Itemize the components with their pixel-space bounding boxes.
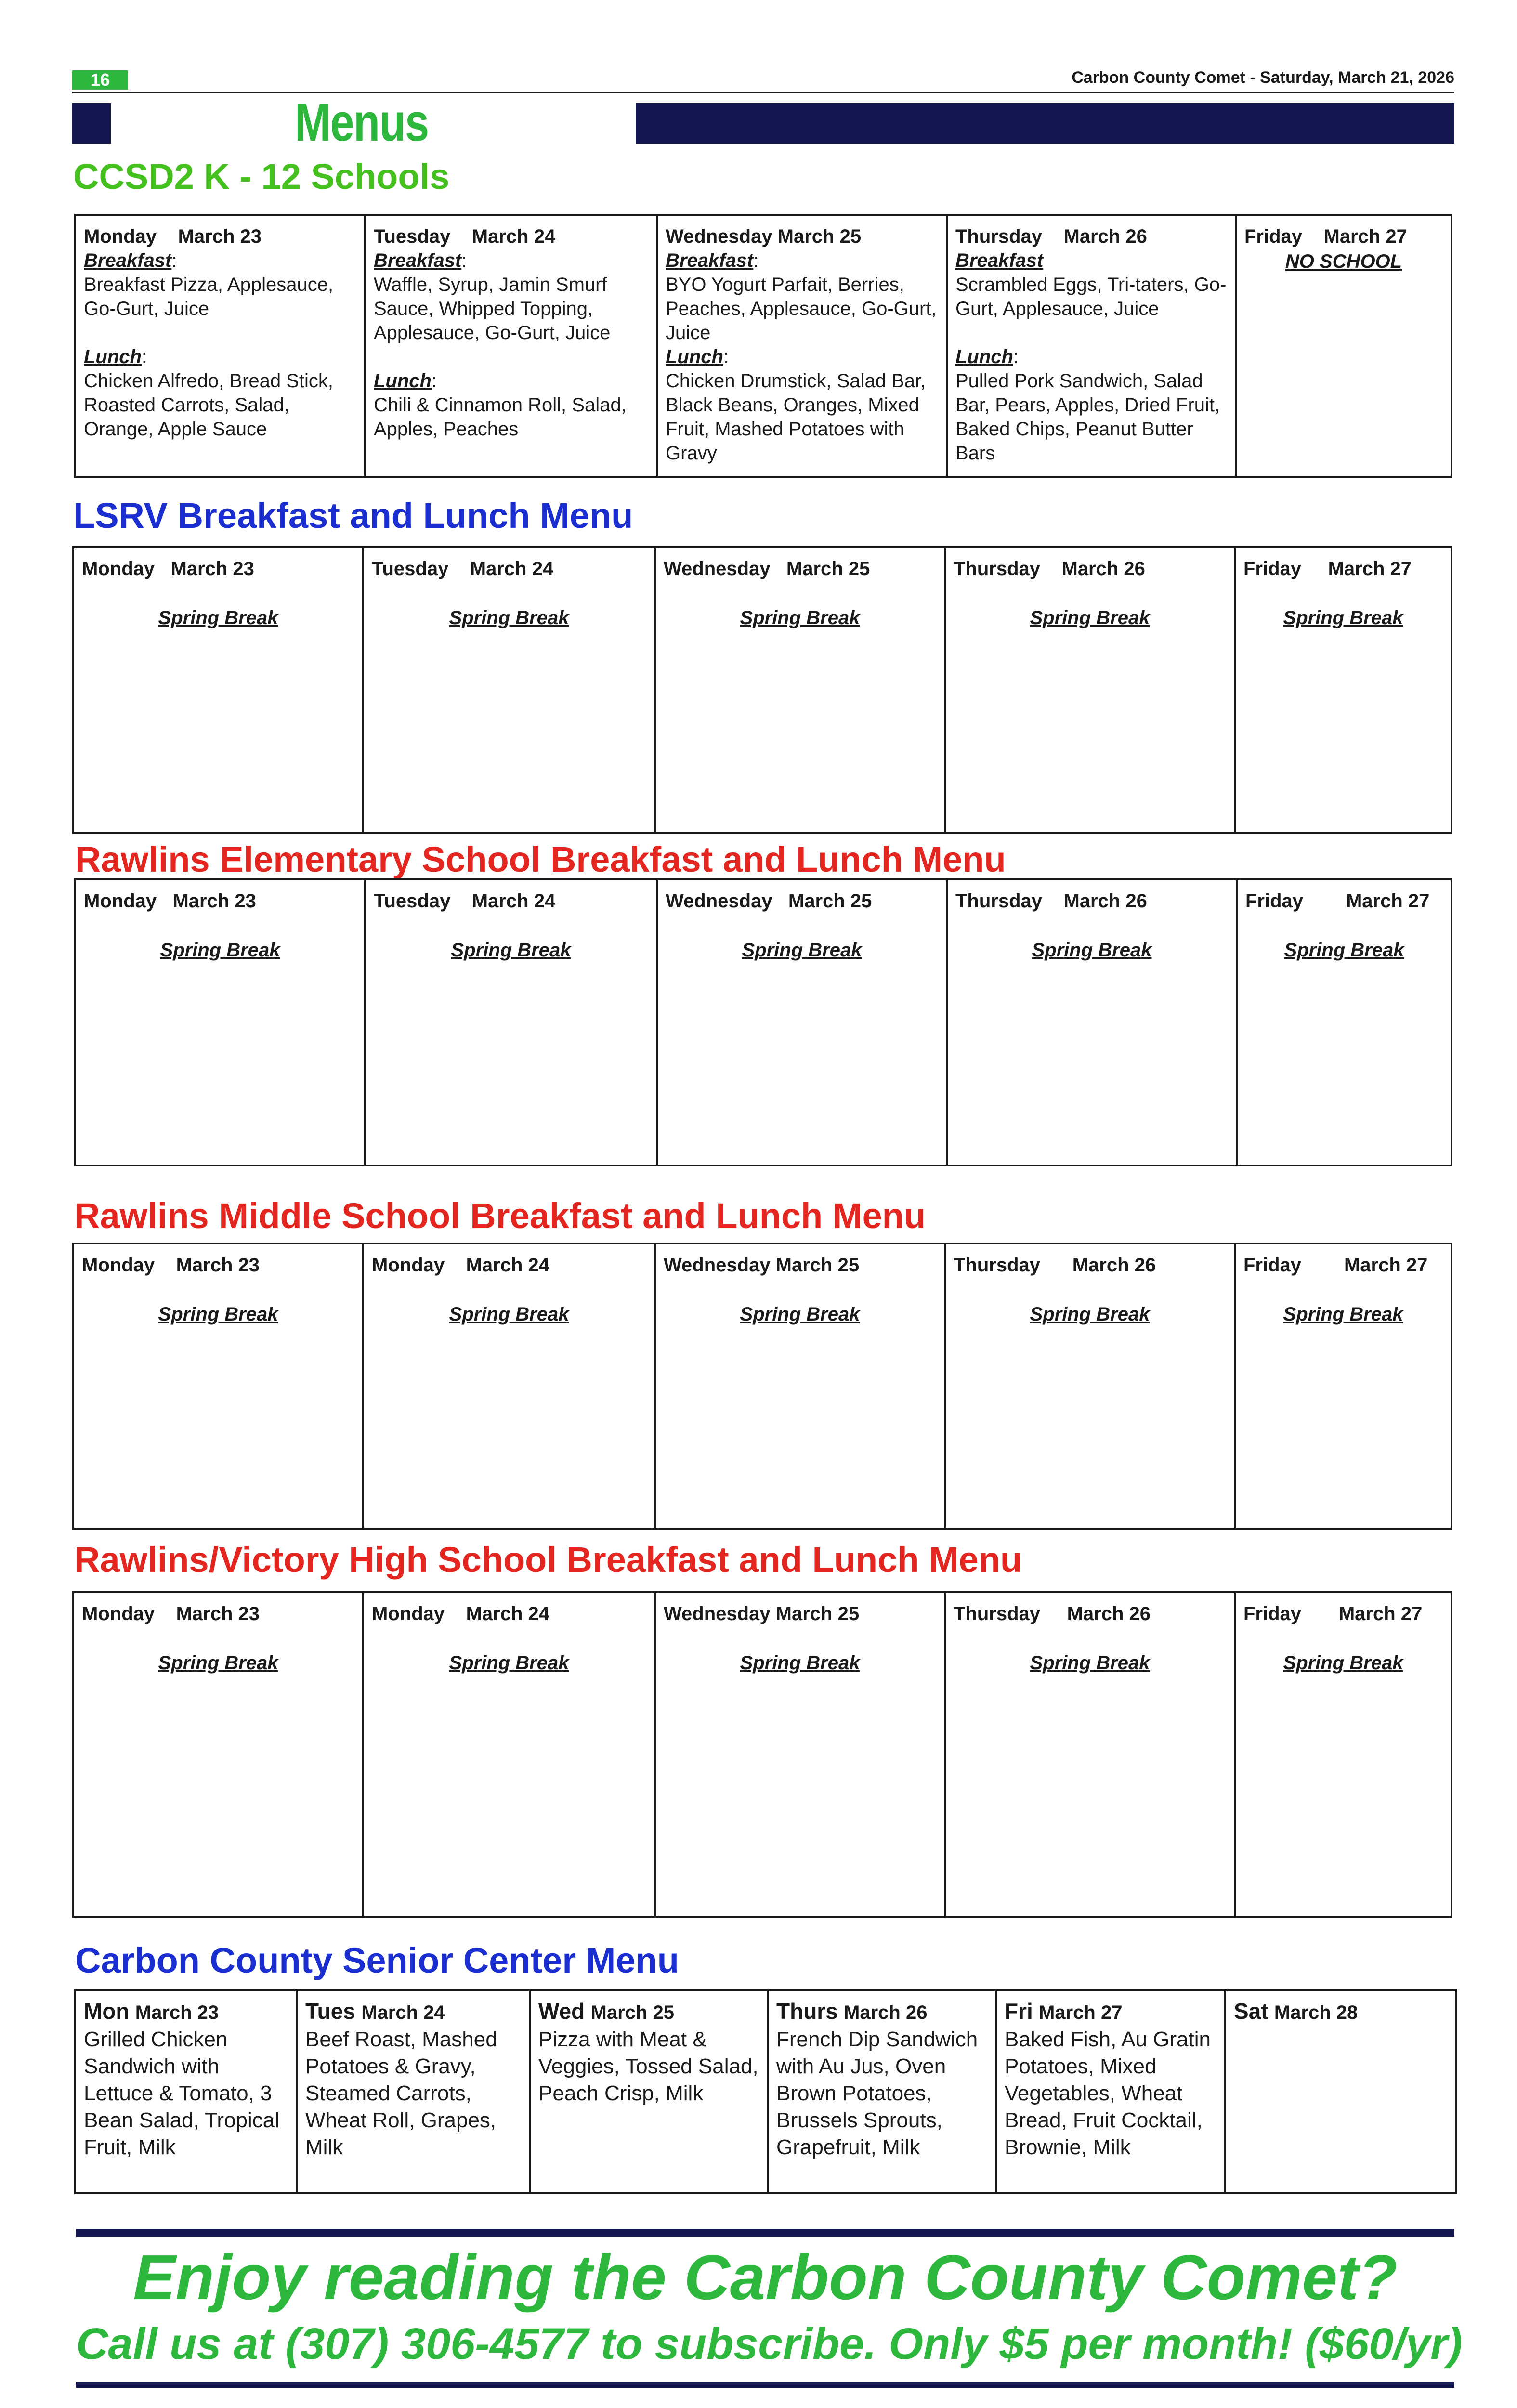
header-navy-bar: [636, 103, 1454, 144]
day-cell-wednesday: [655, 1592, 945, 1917]
spring-break-note: Spring Break: [740, 1304, 860, 1325]
day-cell-wed: [530, 1990, 768, 2193]
day-name: Thurs: [776, 1999, 838, 2024]
day-heading: Monday March 24: [372, 1255, 549, 1276]
lunch-label-text: Lunch: [666, 346, 723, 367]
lunch-label: Lunch:: [955, 346, 1019, 367]
senior-center-menu-table: [74, 1989, 1457, 2194]
day-cell-mon: [75, 1990, 297, 2193]
promo-top-rule: [76, 2229, 1454, 2237]
day-cell-wednesday: [657, 215, 947, 477]
day-heading: Thursday March 26: [955, 890, 1147, 912]
day-heading: Thursday March 26: [954, 558, 1145, 579]
day-heading: Wednesday March 25: [664, 558, 870, 579]
day-heading: Friday March 27: [1244, 226, 1407, 247]
spacer: [84, 321, 356, 345]
day-cell-monday: [73, 547, 363, 833]
day-heading: Monday March 24: [372, 1603, 549, 1624]
spring-break-note: Spring Break: [451, 940, 571, 961]
day-heading: Friday March 27: [1245, 890, 1430, 912]
page-number: 16: [72, 70, 128, 90]
day-heading: Friday March 27: [1243, 1255, 1428, 1276]
day-cell-friday: [1235, 1592, 1452, 1917]
rawlins-elementary-menu-table: [74, 878, 1452, 1166]
day-cell-monday-24: [363, 1243, 655, 1529]
day-heading: Wednesday March 25: [666, 226, 862, 247]
table-row: [73, 1243, 1452, 1529]
rawlins-victory-high-title: Rawlins/Victory High School Breakfast and Lunch Menu: [74, 1540, 1022, 1580]
day-cell-wednesday: [655, 1243, 945, 1529]
day-cell-friday: [1236, 215, 1452, 477]
rawlins-victory-high-menu-table: [72, 1591, 1452, 1918]
spring-break-note: Spring Break: [449, 1652, 569, 1674]
day-heading: Tuesday March 24: [372, 558, 554, 579]
table-row: [73, 547, 1452, 833]
day-date: March 23: [135, 2002, 219, 2023]
lunch-label: Lunch:: [84, 346, 147, 367]
header-rule: [72, 92, 1454, 93]
spring-break-note: Spring Break: [160, 940, 280, 961]
spring-break-note: Spring Break: [1283, 1304, 1403, 1325]
day-heading: Wednesday March 25: [666, 890, 872, 912]
day-heading: Monday March 23: [82, 1255, 260, 1276]
day-date: March 27: [1039, 2002, 1123, 2023]
breakfast-label-text: Breakfast: [374, 250, 462, 271]
day-heading: Monday March 23: [82, 1603, 260, 1624]
table-row: [75, 215, 1452, 477]
spring-break-note: Spring Break: [740, 607, 860, 628]
table-row: [75, 879, 1452, 1165]
day-heading: Wednesday March 25: [664, 1255, 860, 1276]
breakfast-label: Breakfast:: [374, 250, 467, 271]
no-school-note: NO SCHOOL: [1285, 251, 1402, 272]
paper-date-line: Carbon County Comet - Saturday, March 21, 2026: [1072, 68, 1454, 87]
promo-bottom-rule: [76, 2382, 1454, 2388]
lunch-label-text: Lunch: [84, 346, 142, 367]
table-row: [73, 1592, 1452, 1917]
breakfast-items: BYO Yogurt Parfait, Berries, Peaches, Applesauce, Go-Gurt, Juice: [666, 274, 937, 343]
day-cell-thurs: [768, 1990, 996, 2193]
ccsd2-title: CCSD2 K - 12 Schools: [73, 157, 450, 196]
day-date: March 25: [590, 2002, 674, 2023]
day-cell-thursday: [945, 547, 1235, 833]
breakfast-label: Breakfast:: [666, 250, 759, 271]
day-cell-wednesday: [657, 879, 947, 1165]
day-cell-thursday: [947, 215, 1236, 477]
day-cell-fri: [996, 1990, 1225, 2193]
day-cell-thursday: [947, 879, 1237, 1165]
breakfast-items: Waffle, Syrup, Jamin Smurf Sauce, Whipped Topping, Applesauce, Go-Gurt, Juice: [374, 274, 611, 343]
day-cell-friday: [1235, 547, 1452, 833]
spring-break-note: Spring Break: [449, 1304, 569, 1325]
day-date: March 24: [361, 2002, 445, 2023]
day-cell-monday: [73, 1592, 363, 1917]
spring-break-note: Spring Break: [742, 940, 862, 961]
day-cell-friday: [1235, 1243, 1452, 1529]
day-heading: Friday March 27: [1243, 558, 1412, 579]
day-heading: Monday March 23: [82, 558, 254, 579]
lunch-label-text: Lunch: [374, 370, 432, 392]
day-heading: Thursday March 26: [954, 1603, 1151, 1624]
menu-items: Baked Fish, Au Gratin Potatoes, Mixed Vegetables, Wheat Bread, Fruit Cocktail, Brownie, Milk: [1005, 2028, 1211, 2159]
menu-items: Beef Roast, Mashed Potatoes & Gravy, Steamed Carrots, Wheat Roll, Grapes, Milk: [305, 2028, 497, 2159]
day-date: March 26: [844, 2002, 928, 2023]
day-name: Tues: [305, 1999, 355, 2024]
day-name: Fri: [1005, 1999, 1033, 2024]
day-name: Mon: [84, 1999, 130, 2024]
day-cell-tuesday: [365, 215, 657, 477]
lunch-label-text: Lunch: [955, 346, 1013, 367]
day-cell-tuesday: [363, 547, 655, 833]
day-cell-monday: [75, 879, 365, 1165]
day-name: Sat: [1234, 1999, 1269, 2024]
day-heading: Thursday March 26: [955, 226, 1147, 247]
day-cell-wednesday: [655, 547, 945, 833]
breakfast-label: Breakfast: [955, 250, 1044, 271]
day-cell-monday: [73, 1243, 363, 1529]
rawlins-middle-menu-table: [72, 1243, 1452, 1530]
spring-break-note: Spring Break: [158, 607, 278, 628]
day-heading: Friday March 27: [1243, 1603, 1423, 1624]
lunch-items: Chicken Alfredo, Bread Stick, Roasted Carrots, Salad, Orange, Apple Sauce: [84, 370, 334, 440]
day-heading: Monday March 23: [84, 226, 262, 247]
day-heading: Monday March 23: [84, 890, 256, 912]
spring-break-note: Spring Break: [449, 607, 569, 628]
spring-break-note: Spring Break: [740, 1652, 860, 1674]
lunch-items: Chili & Cinnamon Roll, Salad, Apples, Peaches: [374, 394, 627, 440]
day-heading: Wednesday March 25: [664, 1603, 860, 1624]
header-navy-block: [72, 103, 111, 144]
spacer: [955, 321, 1227, 345]
menu-items: Grilled Chicken Sandwich with Lettuce & Tomato, 3 Bean Salad, Tropical Fruit, Milk: [84, 2028, 280, 2159]
day-cell-monday-24: [363, 1592, 655, 1917]
spring-break-note: Spring Break: [1284, 940, 1404, 961]
breakfast-label-text: Breakfast: [666, 250, 754, 271]
spacer: [374, 345, 648, 369]
rawlins-middle-title: Rawlins Middle School Breakfast and Lunch Menu: [74, 1196, 926, 1236]
rawlins-elementary-title: Rawlins Elementary School Breakfast and Lunch Menu: [75, 839, 1006, 879]
lsrv-title: LSRV Breakfast and Lunch Menu: [73, 496, 633, 536]
menu-items: Pizza with Meat & Veggies, Tossed Salad, Peach Crisp, Milk: [538, 2028, 758, 2105]
menu-items: French Dip Sandwich with Au Jus, Oven Brown Potatoes, Brussels Sprouts, Grapefruit, Milk: [776, 2028, 978, 2159]
day-heading: Thursday March 26: [954, 1255, 1156, 1276]
lunch-items: Chicken Drumstick, Salad Bar, Black Beans, Oranges, Mixed Fruit, Mashed Potatoes with Gravy: [666, 370, 926, 464]
day-heading: Tuesday March 24: [374, 890, 556, 912]
promo-headline: Enjoy reading the Carbon County Comet?: [133, 2242, 1398, 2313]
spring-break-note: Spring Break: [1283, 1652, 1403, 1674]
spring-break-note: Spring Break: [158, 1652, 278, 1674]
breakfast-label: Breakfast:: [84, 250, 177, 271]
spring-break-note: Spring Break: [1032, 940, 1152, 961]
spring-break-note: Spring Break: [1283, 607, 1403, 628]
lunch-label: Lunch:: [666, 346, 729, 367]
day-cell-sat: [1225, 1990, 1456, 2193]
breakfast-label-text: Breakfast: [84, 250, 172, 271]
spring-break-note: Spring Break: [1030, 1652, 1150, 1674]
day-date: March 28: [1274, 2002, 1358, 2023]
lunch-label: Lunch:: [374, 370, 437, 392]
spring-break-note: Spring Break: [1030, 607, 1150, 628]
day-cell-friday: [1237, 879, 1452, 1165]
breakfast-items: Breakfast Pizza, Applesauce, Go-Gurt, Juice: [84, 274, 334, 319]
spring-break-note: Spring Break: [1030, 1304, 1150, 1325]
day-name: Wed: [538, 1999, 585, 2024]
breakfast-items: Scrambled Eggs, Tri-taters, Go-Gurt, Applesauce, Juice: [955, 274, 1227, 319]
table-row: [75, 1990, 1456, 2193]
spring-break-note: Spring Break: [158, 1304, 278, 1325]
senior-center-title: Carbon County Senior Center Menu: [75, 1940, 679, 1980]
lsrv-menu-table: [72, 546, 1452, 834]
promo-subline: Call us at (307) 306-4577 to subscribe. Only $5 per month! ($60/yr): [76, 2319, 1463, 2369]
day-cell-monday: [75, 215, 365, 477]
day-cell-tues: [297, 1990, 530, 2193]
day-cell-thursday: [945, 1592, 1235, 1917]
ccsd2-menu-table: [74, 214, 1452, 478]
day-heading: Tuesday March 24: [374, 226, 556, 247]
lunch-items: Pulled Pork Sandwich, Salad Bar, Pears, Apples, Dried Fruit, Baked Chips, Peanut Butter Bars: [955, 370, 1220, 464]
day-cell-thursday: [945, 1243, 1235, 1529]
page-title: Menus: [295, 93, 429, 152]
day-cell-tuesday: [365, 879, 657, 1165]
